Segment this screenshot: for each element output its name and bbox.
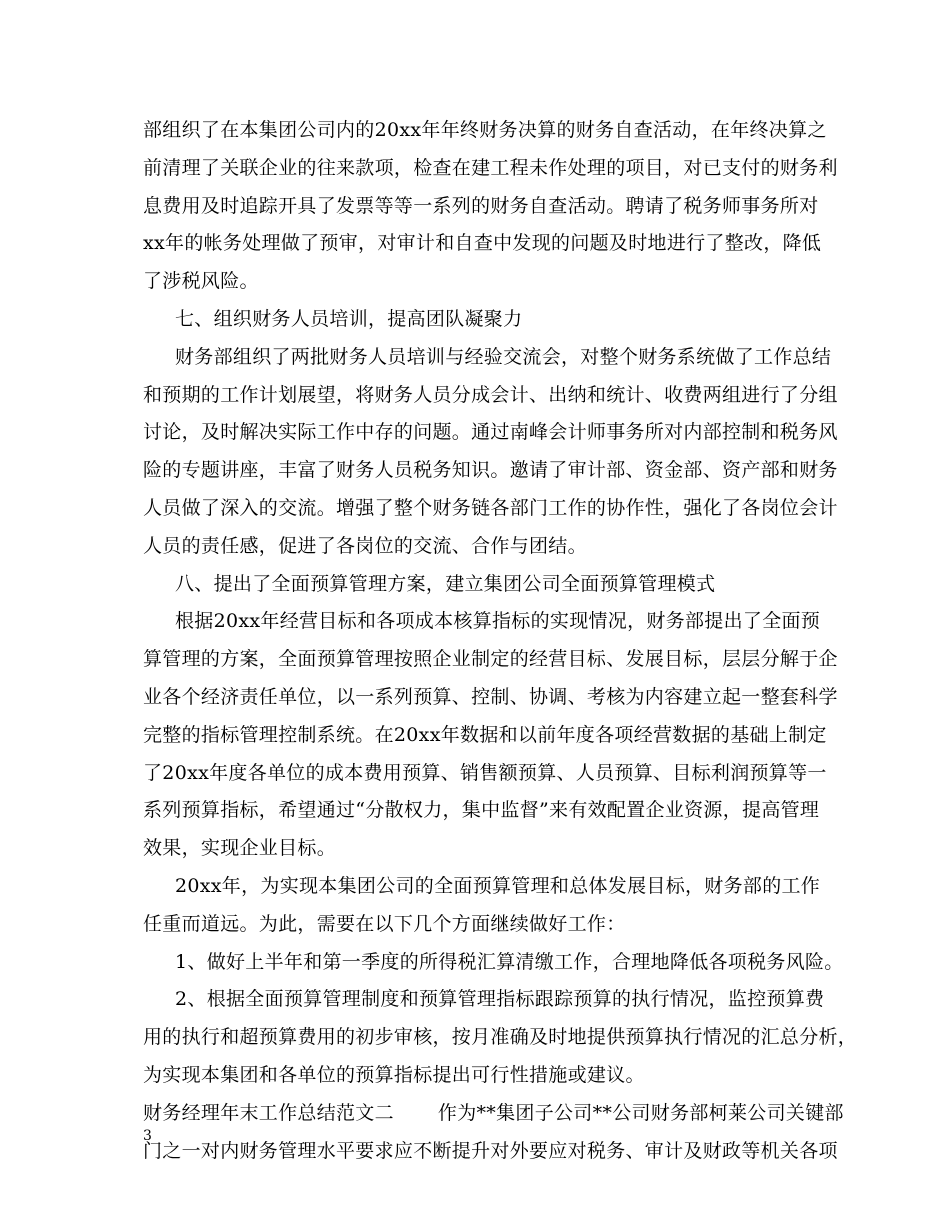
section-two	[143, 1095, 844, 1171]
text-line: 根据20xx年经营目标和各项成本核算指标的实现情况，财务部提出了全面预	[175, 610, 821, 633]
text-line: 前清理了关联企业的往来款项，检查在建工程未作处理的项目，对已支付的财务利	[143, 156, 838, 179]
text-line: 险的专题讲座，丰富了财务人员税务知识。邀请了审计部、资金部、资产部和财务	[143, 459, 838, 482]
paragraph-training	[143, 339, 838, 566]
text-line: 系列预算指标，希望通过“分散权力，集中监督”来有效配置企业资源，提高管理	[143, 799, 820, 822]
text-line: 和预期的工作计划展望，将财务人员分成会计、出纳和统计、收费两组进行了分组	[143, 383, 838, 406]
list-item-2	[143, 981, 858, 1094]
heading-budget	[143, 566, 823, 604]
text-line: 了20xx年度各单位的成本费用预算、销售额预算、人员预算、目标利润预算等一	[143, 761, 827, 784]
text-line: 息费用及时追踪开具了发票等等一系列的财务自查活动。聘请了税务师事务所对	[143, 194, 819, 217]
text-line: 20xx年，为实现本集团公司的全面预算管理和总体发展目标，财务部的工作	[175, 874, 821, 897]
text-line: 1、做好上半年和第一季度的所得税汇算清缴工作，合理地降低各项税务风险。	[175, 950, 844, 973]
page-number: 3	[143, 1128, 152, 1144]
text-line: 门之一对内财务管理水平要求应不断提升对外要应对税务、审计及财政等机关各项	[143, 1139, 838, 1162]
paragraph-outlook	[143, 868, 823, 944]
heading-training	[143, 301, 823, 339]
text-line: 算管理的方案，全面预算管理按照企业制定的经营目标、发展目标，层层分解于企	[143, 648, 838, 671]
text-line	[143, 1095, 844, 1133]
text-line: 业各个经济责任单位，以一系列预算、控制、协调、考核为内容建立起一整套科学	[143, 685, 838, 708]
text-line: 为实现本集团和各单位的预算指标提出可行性措施或建议。	[143, 1063, 645, 1086]
paragraph-self-audit	[143, 112, 838, 301]
text-line: 效果，实现企业目标。	[143, 837, 337, 860]
text-line: 完整的指标管理控制系统。在20xx年数据和以前年度各项经营数据的基础上制定	[143, 723, 827, 746]
list-item-1	[143, 944, 844, 982]
paragraph-budget	[143, 603, 838, 868]
section-heading: 财务经理年末工作总结范文二	[143, 1101, 394, 1124]
text-line: 讨论，及时解决实际工作中存的问题。通过南峰会计师事务所对内部控制和税务风	[143, 421, 838, 444]
text-line: 人员做了深入的交流。增强了整个财务链各部门工作的协作性，强化了各岗位会计	[143, 496, 838, 519]
section-intro: 作为**集团子公司**公司财务部柯莱公司关键部	[437, 1101, 844, 1124]
text-line: 用的执行和超预算费用的初步审核，按月准确及时地提供预算执行情况的汇总分析，	[143, 1026, 858, 1049]
text-line: 财务部组织了两批财务人员培训与经验交流会，对整个财务系统做了工作总结	[175, 345, 832, 368]
text-line: 八、提出了全面预算管理方案，建立集团公司全面预算管理模式	[175, 572, 716, 595]
text-line: 七、组织财务人员培训，提高团队凝聚力	[175, 307, 523, 330]
document-body	[143, 112, 858, 1170]
text-line: xx年的帐务处理做了预审，对审计和自查中发现的问题及时地进行了整改，降低	[143, 232, 822, 255]
text-line: 人员的责任感，促进了各岗位的交流、合作与团结。	[143, 534, 587, 557]
text-line: 部组织了在本集团公司内的20xx年年终财务决算的财务自查活动，在年终决算之	[143, 119, 827, 141]
text-line: 了涉税风险。	[143, 270, 259, 293]
text-line: 2、根据全面预算管理制度和预算管理指标跟踪预算的执行情况，监控预算费	[175, 988, 825, 1011]
text-line: 任重而道远。为此，需要在以下几个方面继续做好工作：	[143, 912, 626, 935]
